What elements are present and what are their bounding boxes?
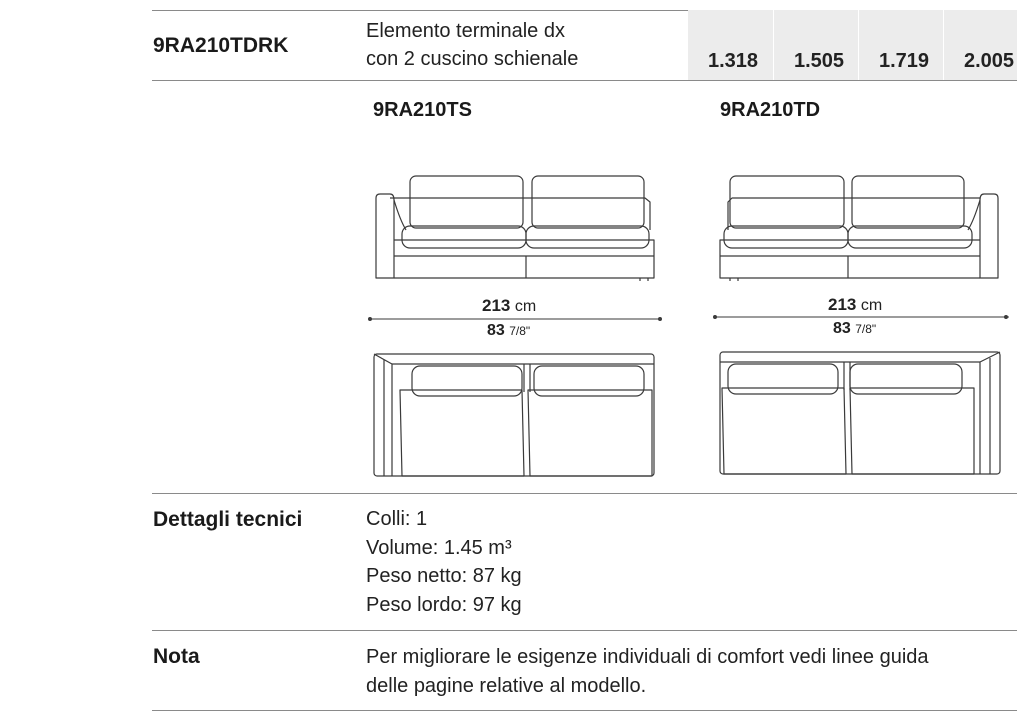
price-cell: 1.719 <box>879 50 930 72</box>
price-cell: 1.505 <box>794 50 845 72</box>
width-cm-value: 213 <box>828 295 857 314</box>
width-cm-unit: cm <box>514 298 537 315</box>
sofa-front-view-left <box>370 170 670 280</box>
technical-details-label: Dettagli tecnici <box>153 508 303 531</box>
sofa-top-view-left <box>372 352 662 478</box>
price-cell: 2.005 <box>964 50 1015 72</box>
model-code-right: 9RA210TD <box>720 99 821 121</box>
note-label: Nota <box>153 645 200 668</box>
note-line: Per migliorare le esigenze individuali di comfort vedi linee guida <box>366 646 929 668</box>
width-cm-unit: cm <box>860 297 883 314</box>
product-description-line2: con 2 cuscino schienale <box>366 48 579 70</box>
dimension-cm-left <box>482 296 536 316</box>
dimension-cm-right <box>828 295 882 315</box>
drawings-rule <box>152 493 1017 494</box>
product-code: 9RA210TDRK <box>153 34 289 57</box>
width-cm-value: 213 <box>482 296 511 315</box>
technical-line: Volume: 1.45 m³ <box>366 536 512 559</box>
price-separator <box>943 10 944 81</box>
technical-line: Peso netto: 87 kg <box>366 565 522 587</box>
width-in-fraction: 7/8" <box>509 324 531 338</box>
technical-line: Colli: 1 <box>366 508 428 530</box>
price-separator <box>773 10 774 81</box>
price-cell: 1.318 <box>708 50 759 72</box>
width-in-fraction: 7/8" <box>855 322 877 336</box>
bottom-rule <box>152 710 1017 711</box>
width-in-value: 83 <box>833 320 851 337</box>
dimension-in-left <box>487 322 530 340</box>
sofa-top-view-right <box>718 350 1008 476</box>
technical-rule <box>152 630 1017 631</box>
note-line: delle pagine relative al modello. <box>366 674 647 697</box>
model-code-left: 9RA210TS <box>373 99 472 121</box>
technical-line: Peso lordo: 97 kg <box>366 593 522 616</box>
dimension-in-right <box>833 320 876 338</box>
note-text <box>366 643 929 700</box>
sofa-front-view-right <box>718 170 1017 280</box>
width-in-value: 83 <box>487 322 505 339</box>
product-row-rule <box>152 80 1017 81</box>
price-separator <box>858 10 859 81</box>
technical-details-list <box>366 505 522 619</box>
product-description-line1: Elemento terminale dx <box>366 20 565 42</box>
